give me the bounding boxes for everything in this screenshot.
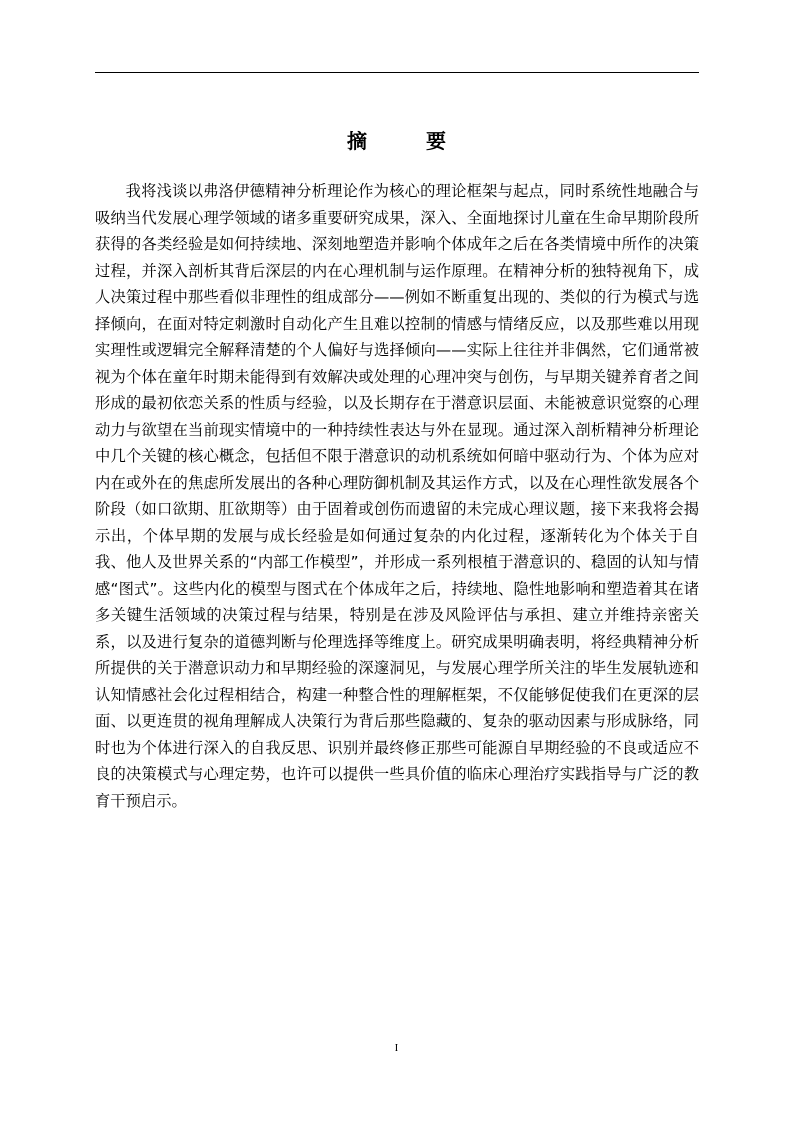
header-rule (95, 72, 699, 73)
page-number: I (394, 1042, 399, 1054)
abstract-paragraph: 我将浅谈以弗洛伊德精神分析理论作为核心的理论框架与起点，同时系统性地融合与吸纳当代发展心理学领域的诸多重要研究成果，深入、全面地探讨儿童在生命早期阶段所获得的各类经验是如何持续地、深刻地塑造并影响个体成年之后在各类情境中所作的决策过程，并深入剖析其背后深层的内在心理机制与运作原理。在精神分析的独特视角下，成人决策过程中那些看似非理性的组成部分——例如不断重复出现的、类似的行为模式与选择倾向，在面对特定刺激时自动化产生且难以控制的情感与情绪反应，以及那些难以用现实理性或逻辑完全解释清楚的个人偏好与选择倾向——实际上往往并非偶然，它们通常被视为个体在童年时期未能得到有效解决或处理的心理冲突与创伤，与早期关键养育者之间形成的最初依恋关系的性质与经验，以及长期存在于潜意识层面、未能被意识觉察的心理动力与欲望在当前现实情境中的一种持续性表达与外在显现。通过深入剖析精神分析理论中几个关键的核心概念，包括但不限于潜意识的动机系统如何暗中驱动行为、个体为应对内在或外在的焦虑所发展出的各种心理防御机制及其运作方式，以及在心理性欲发展各个阶段（如口欲期、肛欲期等）由于固着或创伤而遗留的未完成心理议题，接下来我将会揭示出，个体早期的发展与成长经验是如何通过复杂的内化过程，逐渐转化为个体关于自我、他人及世界关系的“内部工作模型”，并形成一系列根植于潜意识的、稳固的认知与情感“图式”。这些内化的模型与图式在个体成年之后，持续地、隐性地影响和塑造着其在诸多关键生活领域的决策过程与结果，特别是在涉及风险评估与承担、建立并维持亲密关系，以及进行复杂的道德判断与伦理选择等维度上。研究成果明确表明，将经典精神分析所提供的关于潜意识动力和早期经验的深邃洞见，与发展心理学所关注的毕生发展轨迹和认知情感社会化过程相结合，构建一种整合性的理解框架，不仅能够促使我们在更深的层面、以更连贯的视角理解成人决策行为背后那些隐藏的、复杂的驱动因素与形成脉络，同时也为个体进行深入的自我反思、识别并最终修正那些可能源自早期经验的不良或适应不良的决策模式与心理定势，也许可以提供一些具价值的临床心理治疗实践指导与广泛的教育干预启示。 (95, 182, 699, 810)
abstract-title: 摘 要 (347, 129, 472, 153)
